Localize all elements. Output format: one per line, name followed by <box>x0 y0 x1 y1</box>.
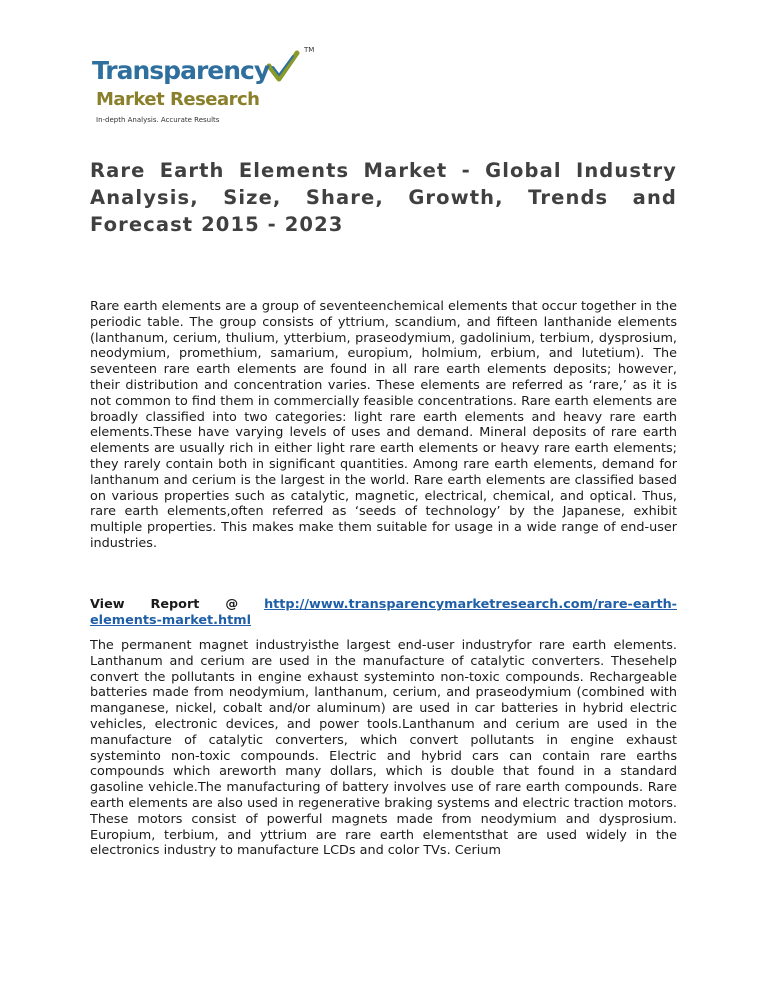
report-link[interactable]: http://www.transparencymarketresearch.com/rare-earth-elements-market.html <box>90 597 677 628</box>
company-logo <box>90 44 330 134</box>
applications-paragraph: The permanent magnet industryisthe largest end-user industryfor rare earth elements. Lanthanum and cerium are used in the manufacture of catalytic converters. Thesehelp convert the pollutants in engine exhaust systeminto non-toxic compounds. Rechargeable batteries made from neodymium, lanthanum, cerium, and praseodymium (combined with manganese, nickel, cobalt and/or aluminum) are used in car batteries in hybrid electric vehicles, electronic devices, and power tools.Lanthanum and cerium are used in the manufacture of catalytic converters, which convert pollutants in engine exhaust systeminto non-toxic compounds. Electric and hybrid cars can contain rare earths compounds which areworth many dollars, which is double that found in a standard gasoline vehicle.The manufacturing of battery involves use of rare earth compounds. Rare earth elements are also used in regenerative braking systems and electric traction motors. These motors consist of powerful magnets made from neodymium and dysprosium. Europium, terbium, and yttrium are rare earth elementsthat are used widely in the electronics industry to manufacture LCDs and color TVs. Cerium <box>90 638 677 859</box>
checkmark-icon <box>266 50 300 84</box>
trademark-mark: TM <box>304 46 315 54</box>
logo-brand: Transparency <box>92 56 270 85</box>
logo-subtitle: Market Research <box>96 89 260 110</box>
view-report-label: View Report @ <box>90 597 265 612</box>
intro-paragraph: Rare earth elements are a group of seventeenchemical elements that occur together in the periodic table. The group consists of yttrium, scandium, and fifteen lanthanide elements (lanthanum, cerium, thulium, ytterbium, praseodymium, gadolinium, terbium, dysprosium, neodymium, promethium, samarium, europium, holmium, erbium, and lutetium). The seventeen rare earth elements are found in all rare earth elements deposits; however, their distribution and concentration varies. These elements are referred as ‘rare,’ as it is not common to find them in commercially feasible concentrations. Rare earth elements are broadly classified into two categories: light rare earth elements and heavy rare earth elements.These have varying levels of uses and demand. Mineral deposits of rare earth elements are usually rich in either light rare earth elements or heavy rare earth elements; they rarely contain both in significant quantities. Among rare earth elements, demand for lanthanum and cerium is the largest in the world. Rare earth elements are classified based on various properties such as catalytic, magnetic, electrical, chemical, and optical. Thus, rare earth elements,often referred as ‘seeds of technology’ by the Japanese, exhibit multiple properties. This makes make them suitable for usage in a wide range of end-user industries. <box>90 299 677 551</box>
document-title: Rare Earth Elements Market - Global Industry Analysis, Size, Share, Growth, Trends and Forecast 2015 - 2023 <box>90 159 677 236</box>
logo-tagline: In-depth Analysis. Accurate Results <box>96 116 220 124</box>
view-report-line <box>90 597 677 629</box>
